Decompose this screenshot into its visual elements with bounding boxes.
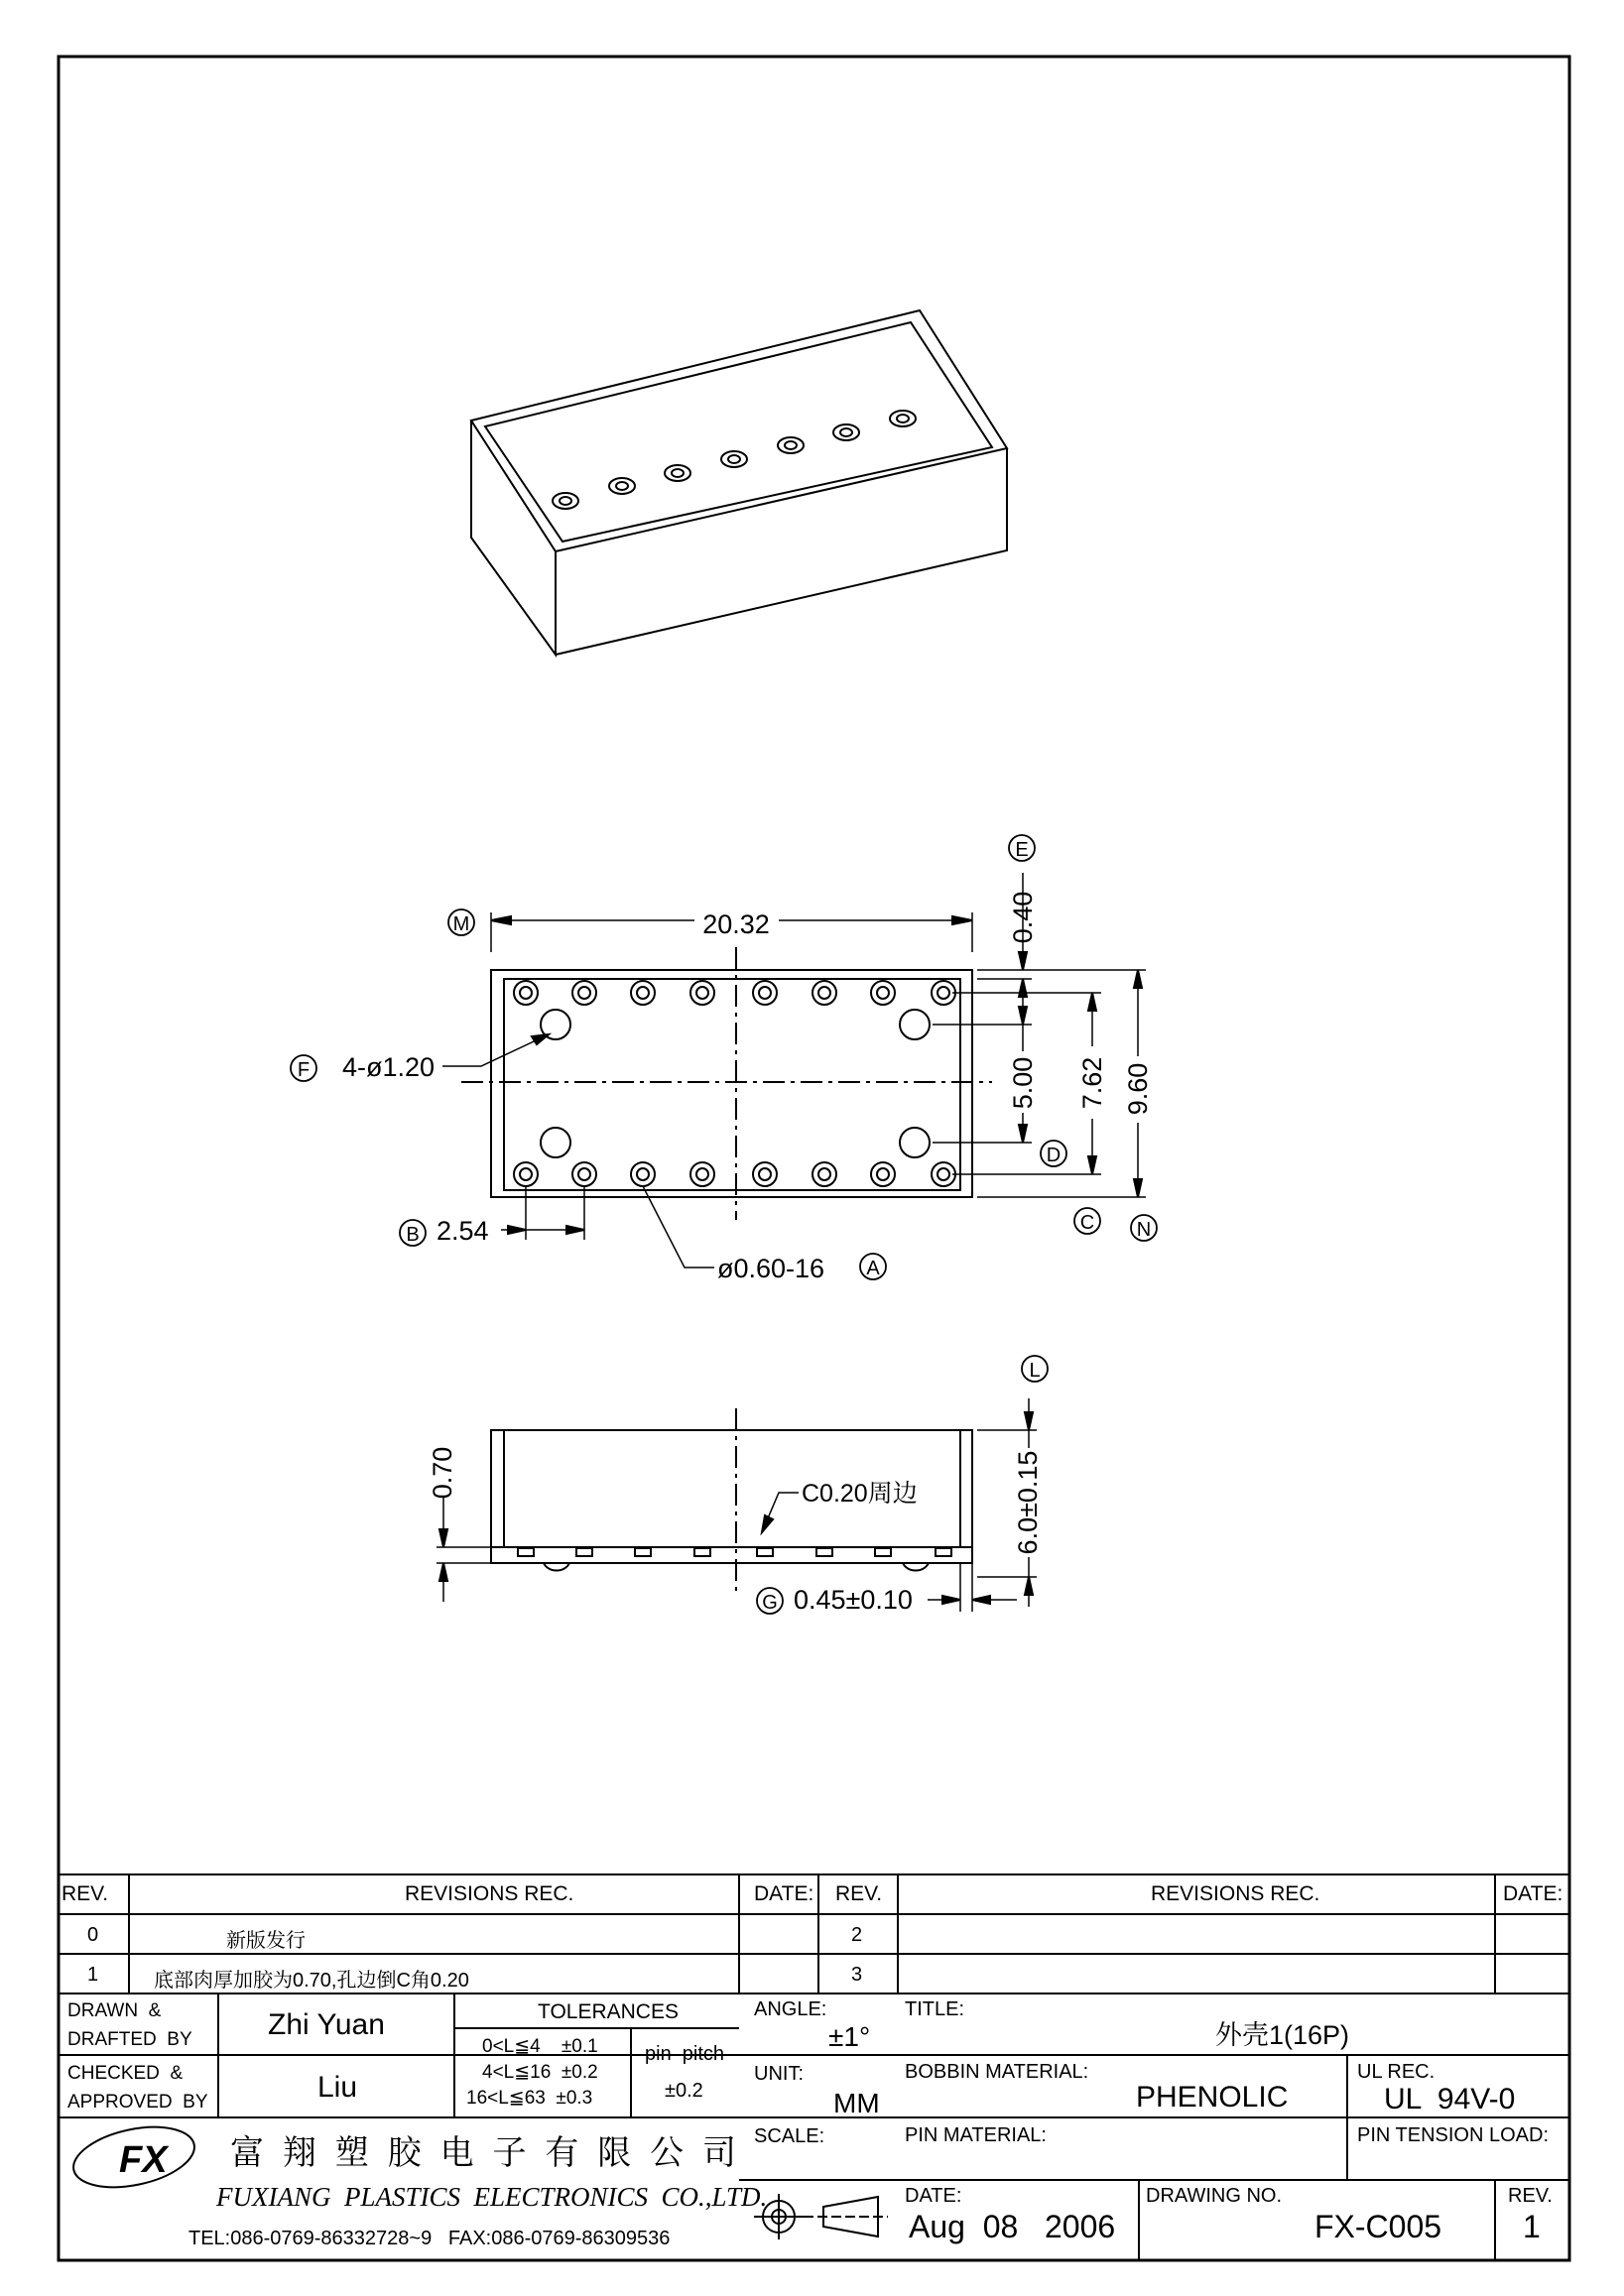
drawing-no-label: DRAWING NO.: [1146, 2185, 1283, 2207]
svg-text:D: D: [1046, 1145, 1062, 1166]
svg-text:L: L: [1029, 1360, 1041, 1382]
ul-rec-value: UL 94V-0: [1384, 2083, 1516, 2115]
dim-standoff: 0.45±0.10: [794, 1585, 913, 1615]
datum-B: [400, 1220, 426, 1246]
dim-chamfer: C0.20周边: [802, 1480, 918, 1508]
pin-material-label: PIN MATERIAL:: [905, 2124, 1047, 2146]
dim-body-height: 6.0±0.15: [1013, 1450, 1043, 1555]
tolerance-2: 4<L≦16 ±0.2: [482, 2062, 598, 2083]
svg-text:B: B: [406, 1224, 420, 1246]
tolerance-3: 16<L≦63 ±0.3: [466, 2088, 593, 2109]
rev-3-number: 3: [851, 1964, 863, 1986]
rev-block-label: REV.: [1508, 2185, 1553, 2207]
drawn-by: Zhi Yuan: [268, 2008, 385, 2041]
dim-wall: 0.70: [428, 1446, 457, 1500]
isometric-view: [471, 310, 1007, 655]
svg-text:C: C: [1079, 1212, 1095, 1234]
dim-pitch: 2.54: [437, 1216, 489, 1246]
iso-pin-holes: [553, 411, 916, 509]
svg-text:N: N: [1136, 1219, 1152, 1241]
rev-1-desc: 底部肉厚加胶为0.70,孔边倒C角0.20: [154, 1970, 469, 1992]
datum-M: [448, 909, 474, 935]
datum-E: [1009, 835, 1035, 861]
scale-label: SCALE:: [754, 2125, 825, 2147]
unit-value: MM: [833, 2088, 880, 2118]
tolerances-label: TOLERANCES: [538, 2000, 679, 2023]
datum-D: [1041, 1141, 1066, 1166]
dim-big-holes: 4-ø1.20: [342, 1052, 436, 1082]
company-contact: TEL:086-0769-86332728~9 FAX:086-0769-86309536: [188, 2228, 671, 2249]
svg-text:G: G: [762, 1592, 778, 1614]
rev-0-number: 0: [87, 1924, 99, 1946]
dim-hole-span: 5.00: [1008, 1056, 1038, 1110]
rev-block-value: 1: [1523, 2209, 1541, 2244]
side-pins: [518, 1548, 951, 1571]
bobbin-material-label: BOBBIN MATERIAL:: [905, 2061, 1089, 2083]
revisions-rec-label-right: REVISIONS REC.: [1151, 1882, 1320, 1905]
angle-value: ±1°: [828, 2021, 871, 2052]
svg-text:FX: FX: [119, 2139, 168, 2181]
bobbin-material-value: PHENOLIC: [1136, 2081, 1289, 2114]
svg-text:A: A: [866, 1258, 880, 1279]
title-value: 外壳1(16P): [1215, 2020, 1350, 2050]
datum-F: [291, 1055, 316, 1081]
company-name-cn: 富 翔 塑 胶 电 子 有 限 公 司: [230, 2134, 737, 2172]
dim-gap-top: 0.40: [1008, 891, 1038, 944]
datum-G: [757, 1588, 783, 1614]
drawing-no-value: FX-C005: [1314, 2209, 1442, 2244]
dimension-labels: [342, 892, 1153, 1615]
dim-pin-rows: 7.62: [1077, 1056, 1107, 1110]
unit-label: UNIT:: [754, 2063, 804, 2085]
date-value: Aug 08 2006: [909, 2209, 1116, 2244]
revisions-date-label-left: DATE:: [754, 1882, 814, 1905]
checked-by: Liu: [317, 2071, 358, 2104]
revisions-rec-label-left: REVISIONS REC.: [405, 1882, 574, 1905]
revisions-date-label-right: DATE:: [1503, 1882, 1563, 1905]
rev-2-number: 2: [851, 1924, 863, 1946]
pin-pitch-tolerance: ±0.2: [665, 2080, 703, 2102]
rev-label: REV.: [62, 1882, 109, 1905]
pin-tension-label: PIN TENSION LOAD:: [1357, 2124, 1550, 2146]
svg-text:M: M: [452, 913, 470, 935]
rev-1-number: 1: [87, 1964, 99, 1986]
top-view: [442, 873, 1146, 1268]
dim-width: 20.32: [702, 909, 770, 939]
datum-L: [1022, 1356, 1048, 1382]
datum-N: [1131, 1215, 1157, 1241]
checked-label: CHECKED & APPROVED BY: [67, 2063, 208, 2113]
revisions-header-left: [62, 1882, 108, 1906]
fx-logo-icon: [68, 2117, 200, 2198]
datum-C: [1074, 1208, 1100, 1234]
dim-pins: ø0.60-16: [717, 1254, 825, 1283]
drawn-label: DRAWN & DRAFTED BY: [67, 2000, 192, 2050]
date-label: DATE:: [905, 2185, 962, 2207]
rev-label-right: REV.: [835, 1882, 883, 1905]
company-name-en: FUXIANG PLASTICS ELECTRONICS CO.,LTD.: [216, 2182, 768, 2212]
projection-symbol-icon: [754, 2194, 888, 2239]
side-view: [437, 1398, 1037, 1612]
tolerance-1: 0<L≦4 ±0.1: [482, 2036, 598, 2057]
pin-pitch-label: pin pitch: [645, 2043, 725, 2065]
dim-height: 9.60: [1123, 1062, 1153, 1116]
title-label: TITLE:: [905, 1998, 965, 2020]
top-pin-holes: [514, 981, 955, 1186]
svg-text:F: F: [297, 1059, 311, 1081]
rev-0-desc: 新版发行: [226, 1930, 306, 1952]
ul-rec-label: UL REC.: [1357, 2061, 1436, 2083]
angle-label: ANGLE:: [754, 1998, 827, 2020]
datum-A: [860, 1254, 886, 1279]
svg-text:E: E: [1015, 839, 1029, 861]
